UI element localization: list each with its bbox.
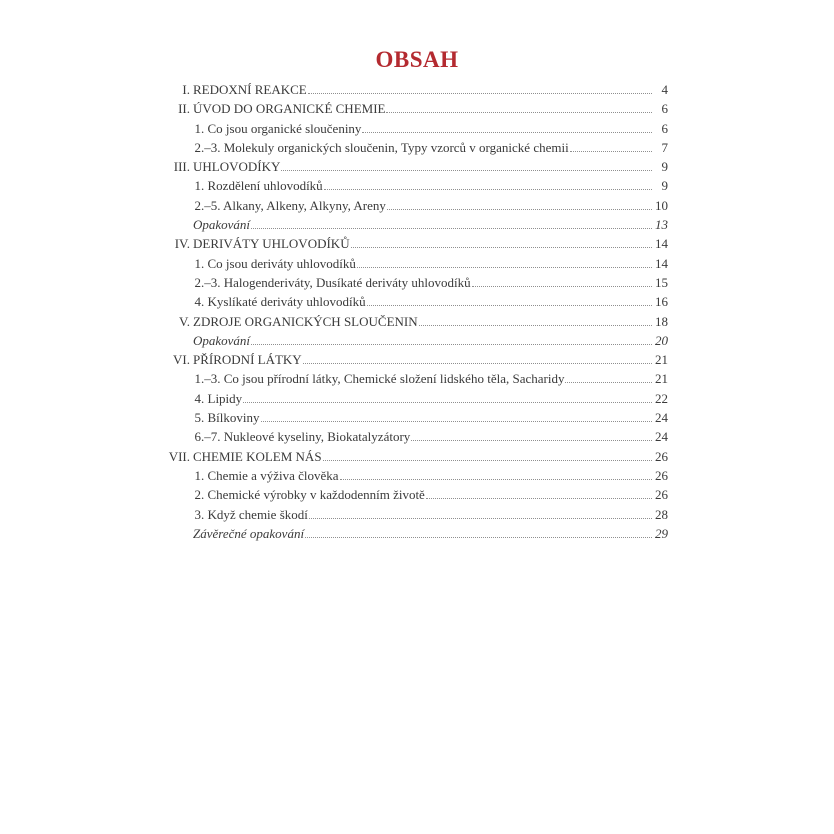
toc-entry-number: VI.: [173, 352, 190, 368]
toc-entry-page: 9: [661, 159, 668, 175]
toc-entry-page: 13: [655, 217, 668, 233]
page-title: OBSAH: [375, 47, 459, 72]
toc-entry-number: IV.: [174, 236, 190, 252]
toc-entry-page: 9: [661, 178, 668, 194]
dot-leader: [324, 189, 652, 190]
toc-entry-label: 3. Když chemie škodí: [194, 506, 308, 522]
toc-entry-page: 26: [655, 467, 668, 483]
toc-entry-label: 2.–3. Molekuly organických sloučenin, Typy vzorců v organické chemii: [194, 139, 569, 155]
toc-entry: [160, 352, 668, 371]
toc-entry-label: PŘÍRODNÍ LÁTKY: [193, 352, 302, 368]
dot-leader: [386, 112, 652, 113]
toc-entry-page: 14: [655, 236, 668, 252]
toc-entry-number: VII.: [168, 448, 190, 464]
toc-entry: [160, 82, 668, 101]
toc-entry-number: I.: [182, 82, 190, 97]
toc-entry: [160, 198, 668, 217]
toc-entry-page: 22: [655, 390, 668, 406]
toc-entry-page: 24: [655, 410, 668, 426]
toc-entry: [160, 101, 668, 120]
dot-leader: [340, 479, 652, 480]
dot-leader: [308, 93, 652, 94]
toc-entry-label: 2. Chemické výrobky v každodenním životě: [194, 487, 425, 503]
dot-leader: [362, 132, 652, 133]
toc-entry-page: 21: [655, 352, 668, 368]
dot-leader: [426, 498, 652, 499]
toc-entry-page: 28: [655, 506, 668, 522]
toc-entry-label: ÚVOD DO ORGANICKÉ CHEMIE: [193, 101, 386, 117]
toc-entry-label: 1. Rozdělení uhlovodíků: [194, 178, 323, 194]
toc-entry-label: Opakování: [193, 217, 251, 233]
toc-entry-label: UHLOVODÍKY: [193, 159, 281, 175]
toc-entry-label: ZDROJE ORGANICKÝCH SLOUČENIN: [193, 313, 418, 329]
toc-entry-label: 1. Co jsou organické sloučeniny: [194, 120, 362, 136]
toc-entry-number: V.: [179, 313, 190, 329]
dot-leader: [303, 363, 652, 364]
dot-leader: [323, 460, 652, 461]
toc-entry-number: III.: [173, 159, 190, 175]
dot-leader: [251, 228, 652, 229]
toc-entry-label: REDOXNÍ REAKCE: [193, 82, 307, 97]
toc-entry-label: 2.–5. Alkany, Alkeny, Alkyny, Areny: [194, 197, 386, 213]
toc-entry-page: 26: [655, 448, 668, 464]
toc-entry-page: 14: [655, 255, 668, 271]
toc-entry-label: 2.–3. Halogenderiváty, Dusíkaté deriváty uhlovodíků: [194, 274, 471, 290]
dot-leader: [243, 402, 652, 403]
toc-entry-page: 16: [655, 294, 668, 310]
toc-entry: [160, 121, 668, 140]
toc-entry: [160, 159, 668, 178]
toc-entry: [160, 217, 668, 236]
dot-leader: [251, 344, 652, 345]
toc-entry: [160, 391, 668, 410]
dot-leader: [411, 440, 652, 441]
toc-entry-label: DERIVÁTY UHLOVODÍKŮ: [193, 236, 350, 252]
toc-entry-page: 29: [655, 525, 668, 541]
toc-entry-page: 6: [661, 101, 668, 117]
toc-entry-page: 24: [655, 429, 668, 445]
toc-entry-label: 1. Chemie a výživa člověka: [194, 467, 339, 483]
toc-entry-label: 6.–7. Nukleové kyseliny, Biokatalyzátory: [194, 429, 411, 445]
dot-leader: [357, 267, 652, 268]
dot-leader: [305, 537, 652, 538]
toc-entry: [160, 507, 668, 526]
toc-entry: [160, 140, 668, 159]
dot-leader: [570, 151, 652, 152]
toc-entry: [160, 236, 668, 255]
toc-entry-label: 4. Lipidy: [194, 390, 243, 406]
toc-entry-page: 7: [661, 139, 668, 155]
table-of-contents: [160, 82, 668, 545]
toc-entry-page: 4: [661, 82, 668, 97]
toc-entry: [160, 449, 668, 468]
dot-leader: [351, 247, 652, 248]
toc-entry-page: 15: [655, 274, 668, 290]
dot-leader: [281, 170, 652, 171]
toc-entry-page: 6: [661, 120, 668, 136]
toc-entry-page: 26: [655, 487, 668, 503]
toc-entry: [160, 294, 668, 313]
toc-entry: [160, 333, 668, 352]
toc-entry: [160, 468, 668, 487]
dot-leader: [419, 325, 652, 326]
toc-entry-label: 1. Co jsou deriváty uhlovodíků: [194, 255, 356, 271]
toc-entry: [160, 275, 668, 294]
toc-entry-page: 21: [655, 371, 668, 387]
toc-entry: [160, 429, 668, 448]
dot-leader: [565, 382, 652, 383]
dot-leader: [261, 421, 652, 422]
toc-entry: [160, 410, 668, 429]
toc-entry: [160, 314, 668, 333]
toc-entry-page: 10: [655, 197, 668, 213]
dot-leader: [367, 305, 652, 306]
toc-entry: [160, 371, 668, 390]
dot-leader: [309, 518, 652, 519]
toc-entry-label: 5. Bílkoviny: [194, 410, 260, 426]
toc-entry: [160, 487, 668, 506]
toc-entry: [160, 178, 668, 197]
toc-entry-label: Závěrečné opakování: [193, 525, 305, 541]
toc-entry-label: 1.–3. Co jsou přírodní látky, Chemické složení lidského těla, Sacharidy: [194, 371, 565, 387]
toc-entry: [160, 256, 668, 275]
toc-entry-page: 18: [655, 313, 668, 329]
toc-entry: [160, 526, 668, 545]
dot-leader: [387, 209, 652, 210]
toc-entry-label: CHEMIE KOLEM NÁS: [193, 448, 322, 464]
toc-entry-label: Opakování: [193, 332, 251, 348]
toc-entry-page: 20: [655, 332, 668, 348]
toc-entry-label: 4. Kyslíkaté deriváty uhlovodíků: [194, 294, 366, 310]
toc-entry-number: II.: [178, 101, 190, 117]
dot-leader: [472, 286, 652, 287]
